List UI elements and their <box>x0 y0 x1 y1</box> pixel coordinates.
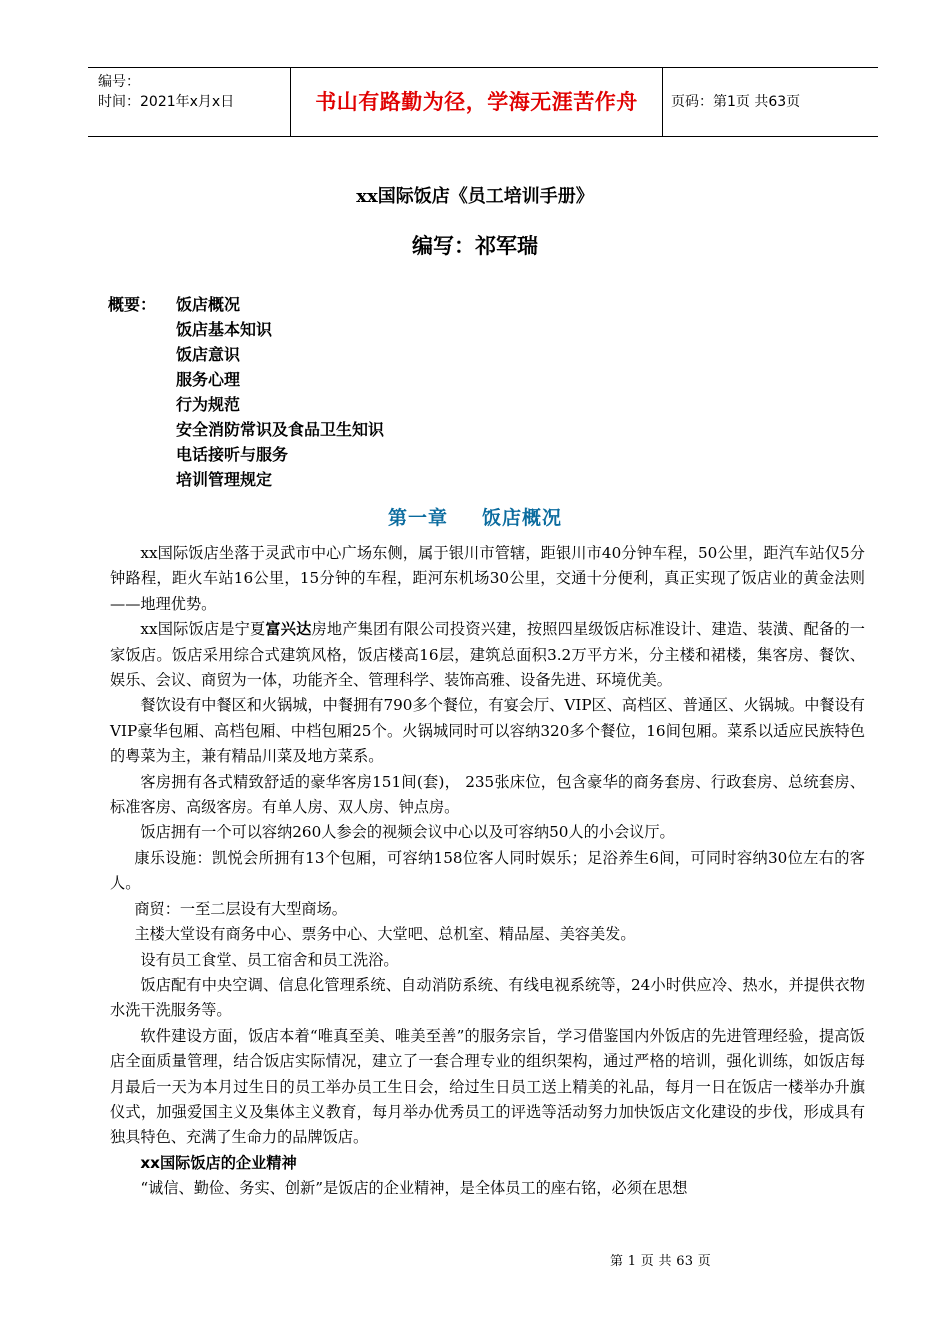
paragraph: 软件建设方面，饭店本着“唯真至美、唯美至善”的服务宗旨，学习借鉴国内外饭店的先进管理经验，提高饭店全面质量管理，结合饭店实际情况，建立了一套合理专业的组织架构，通过严格的培训，强化训练，如饭店每月最后一天为本月过生日的员工举办员工生日会，给过生日员工送上精美的礼品，每月一日在饭店一楼举办升旗仪式，加强爱国主义及集体主义教育，每月举办优秀员工的评选等活动努力加快饭店文化建设的步伐，形成具有独具特色、充满了生命力的品牌饭店。 <box>110 1026 865 1147</box>
paragraph: 饭店拥有一个可以容纳260人参会的视频会议中心以及可容纳50人的小会议厅。 <box>140 823 675 842</box>
chapter-body <box>110 541 865 1202</box>
outline-item: 行为规范 <box>176 395 241 414</box>
header-motto: 书山有路勤为径，学海无涯苦作舟 <box>291 68 663 136</box>
header-page-info: 页码：第1页 共63页 <box>671 94 801 110</box>
outline-item: 饭店基本知识 <box>176 320 273 339</box>
outline-item: 服务心理 <box>176 370 241 389</box>
paragraph: “诚信、勤俭、务实、创新”是饭店的企业精神，是全体员工的座右铭，必须在思想 <box>140 1179 688 1198</box>
paragraph: 饭店配有中央空调、信息化管理系统、自动消防系统、有线电视系统等，24小时供应冷、热水，并提供衣物水洗干洗服务等。 <box>110 975 865 1020</box>
paragraph-text: xx国际饭店是宁夏 <box>140 620 266 639</box>
outline-section <box>108 292 384 492</box>
page-footer: 第 1 页 共 63 页 <box>610 1254 712 1269</box>
section-heading: xx国际饭店的企业精神 <box>140 1153 297 1172</box>
chapter-number: 第一章 <box>387 507 448 529</box>
header-info-cell <box>88 68 291 136</box>
header-number-label: 编号： <box>98 74 140 90</box>
outline-item: 饭店意识 <box>176 345 241 364</box>
page-header <box>88 67 878 137</box>
document-title: xx国际饭店《员工培训手册》 <box>356 186 594 207</box>
outline-item: 饭店概况 <box>176 295 241 314</box>
paragraph: 康乐设施：凯悦会所拥有13个包厢，可容纳158位客人同时娱乐；足浴养生6间，可同时容纳30位左右的客人。 <box>110 848 865 893</box>
document-author: 编写：祁军瑞 <box>412 233 538 258</box>
outline-item: 电话接听与服务 <box>176 445 289 464</box>
paragraph: 餐饮设有中餐区和火锅城，中餐拥有790多个餐位，有宴会厅、VIP区、高档区、普通区、火锅城。中餐设有VIP豪华包厢、高档包厢、中档包厢25个。火锅城同时可以容纳320多个餐位，16间包厢。菜系以适应民族特色的粤菜为主，兼有精品川菜及地方菜系。 <box>110 696 865 766</box>
paragraph: xx国际饭店坐落于灵武市中心广场东侧，属于银川市管辖，距银川市40分钟车程，50公里，距汽车站仅5分钟路程，距火车站16公里，15分钟的车程，距河东机场30公里，交通十分便利，真正实现了饭店业的黄金法则——地理优势。 <box>110 544 865 613</box>
paragraph: 设有员工食堂、员工宿舍和员工洗浴。 <box>140 950 399 969</box>
outline-item: 培训管理规定 <box>176 470 273 489</box>
chapter-name: 饭店概况 <box>482 507 563 529</box>
chapter-heading <box>0 503 950 530</box>
paragraph-text: 房地产集团有限公司投资兴建，按照四星级饭店标准设计、建造、装潢、配备的一家饭店。饭店采用综合式建筑风格，饭店楼高16层，建筑总面积3.2万平方米，分主楼和裙楼，集客房、餐饮、娱乐、会议、商贸为一体，功能齐全、管理科学、装饰高雅、设备先进、环境优美。 <box>110 620 865 690</box>
paragraph: 客房拥有各式精致舒适的豪华客房151间(套)， 235张床位，包含豪华的商务套房、行政套房、总统套房、标准客房、高级客房。有单人房、双人房、钟点房。 <box>110 772 865 817</box>
company-name-bold: 富兴达 <box>265 620 312 639</box>
header-time-label: 时间：2021年x月x日 <box>98 94 235 110</box>
paragraph: 主楼大堂设有商务中心、票务中心、大堂吧、总机室、精品屋、美容美发。 <box>134 925 636 944</box>
outline-label: 概要： <box>108 295 157 314</box>
outline-list <box>108 292 384 492</box>
outline-item: 安全消防常识及食品卫生知识 <box>176 420 385 439</box>
paragraph: 商贸：一至二层设有大型商场。 <box>134 899 347 918</box>
paragraph <box>110 617 865 693</box>
